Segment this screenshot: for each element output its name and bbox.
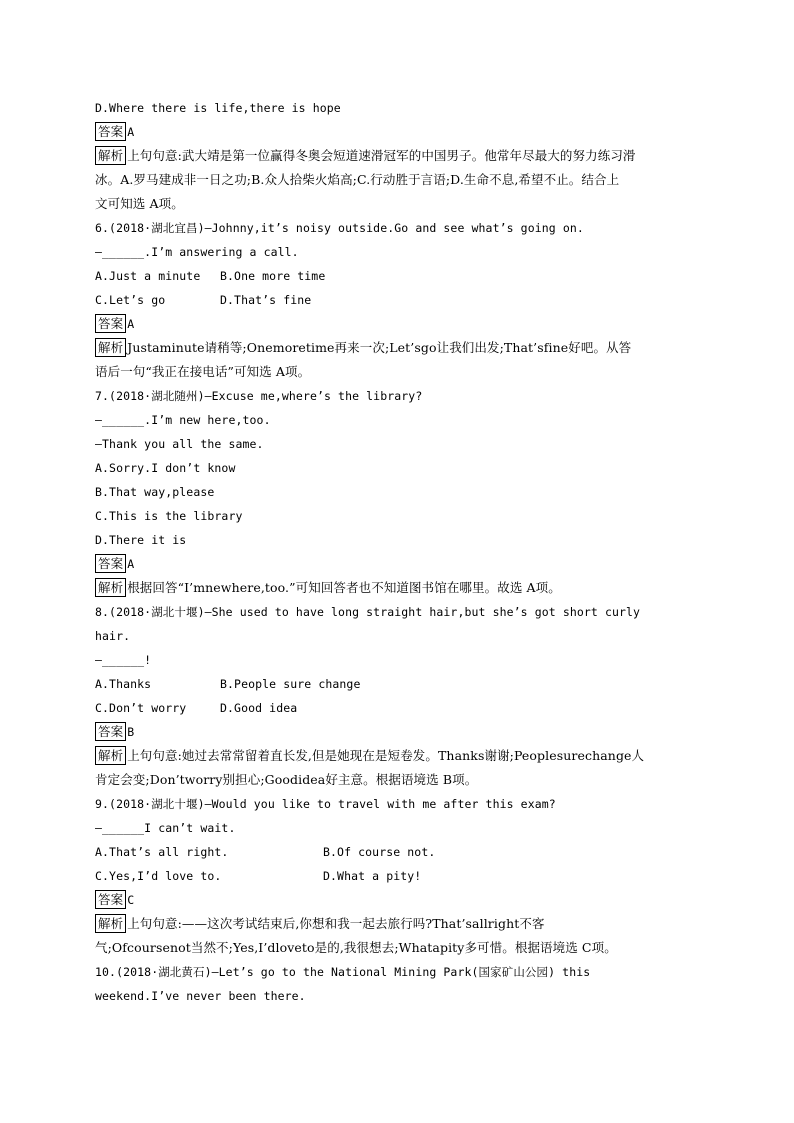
option-line: D.Where there is life,there is hope bbox=[95, 101, 341, 115]
answer-label: 答案 bbox=[95, 314, 126, 333]
answer-line bbox=[95, 312, 705, 336]
option-c: C.This is the library bbox=[95, 509, 243, 523]
answer-value: C bbox=[127, 893, 135, 907]
explanation-line bbox=[95, 912, 705, 936]
answer-line bbox=[95, 552, 705, 576]
option-a: A.Just a minute bbox=[95, 269, 201, 283]
option-d: D.That’s fine bbox=[220, 293, 312, 307]
explanation-line bbox=[95, 576, 705, 600]
option-b: B.People sure change bbox=[220, 677, 361, 691]
answer-value: A bbox=[127, 557, 135, 571]
answer-label: 答案 bbox=[95, 122, 126, 141]
options-row bbox=[95, 840, 705, 864]
explanation-text: 上句句意:——这次考试结束后,你想和我一起去旅行吗?That’sallright不客 bbox=[127, 916, 545, 931]
answer-line bbox=[95, 720, 705, 744]
answer-label: 答案 bbox=[95, 722, 126, 741]
answer-line bbox=[95, 120, 705, 144]
option-a: A.That’s all right. bbox=[95, 845, 229, 859]
answer-value: A bbox=[127, 125, 135, 139]
question-line: weekend.I’ve never been there. bbox=[95, 989, 306, 1003]
option-b: B.One more time bbox=[220, 269, 326, 283]
explanation-line: 冰。A.罗马建成非一日之功;B.众人拾柴火焰高;C.行动胜于言语;D.生命不息,希望不止。结合上 bbox=[95, 172, 620, 187]
option-c: C.Let’s go bbox=[95, 293, 166, 307]
options-row bbox=[95, 672, 705, 696]
explanation-label: 解析 bbox=[95, 578, 126, 597]
explanation-label: 解析 bbox=[95, 914, 126, 933]
question-line: —______! bbox=[95, 653, 152, 667]
question-9: 9.(2018·湖北十堰)—Would you like to travel with me after this exam? bbox=[95, 797, 556, 811]
option-a: A.Sorry.I don’t know bbox=[95, 461, 236, 475]
question-10: 10.(2018·湖北黄石)—Let’s go to the National Mining Park(国家矿山公园) this bbox=[95, 965, 591, 979]
option-b: B.That way,please bbox=[95, 485, 215, 499]
option-d: D.What a pity! bbox=[323, 869, 422, 883]
option-c: C.Don’t worry bbox=[95, 701, 187, 715]
options-row bbox=[95, 264, 705, 288]
explanation-text: Justaminute请稍等;Onemoretime再来一次;Let’sgo让我们出发;That’sfine好吧。从答 bbox=[127, 340, 632, 355]
option-d: D.There it is bbox=[95, 533, 187, 547]
answer-value: A bbox=[127, 317, 135, 331]
explanation-line: 气;Ofcoursenot当然不;Yes,I’dloveto是的,我很想去;Whatapity多可惜。根据语境选 C项。 bbox=[95, 940, 617, 955]
explanation-text: 上句句意:她过去常常留着直长发,但是她现在是短卷发。Thanks谢谢;Peoplesurechange人 bbox=[127, 748, 645, 763]
option-a: A.Thanks bbox=[95, 677, 152, 691]
explanation-label: 解析 bbox=[95, 146, 126, 165]
question-line: —______I can’t wait. bbox=[95, 821, 236, 835]
question-line: —Thank you all the same. bbox=[95, 437, 264, 451]
question-8: 8.(2018·湖北十堰)—She used to have long straight hair,but she’s got short curly bbox=[95, 605, 641, 619]
answer-label: 答案 bbox=[95, 554, 126, 573]
answer-line bbox=[95, 888, 705, 912]
explanation-line bbox=[95, 144, 705, 168]
explanation-line: 肯定会变;Don’tworry别担心;Goodidea好主意。根据语境选 B项。 bbox=[95, 772, 478, 787]
option-d: D.Good idea bbox=[220, 701, 298, 715]
explanation-label: 解析 bbox=[95, 746, 126, 765]
answer-value: B bbox=[127, 725, 135, 739]
explanation-line bbox=[95, 744, 705, 768]
question-line: —______.I’m answering a call. bbox=[95, 245, 299, 259]
question-line: hair. bbox=[95, 629, 131, 643]
option-b: B.Of course not. bbox=[323, 845, 436, 859]
document-page bbox=[95, 96, 705, 1008]
explanation-label: 解析 bbox=[95, 338, 126, 357]
explanation-text: 根据回答“I’mnewhere,too.”可知回答者也不知道图书馆在哪里。故选 A项。 bbox=[127, 580, 561, 595]
options-row bbox=[95, 696, 705, 720]
explanation-line: 文可知选 A项。 bbox=[95, 196, 184, 211]
question-7: 7.(2018·湖北随州)—Excuse me,where’s the library? bbox=[95, 389, 423, 403]
options-row bbox=[95, 864, 705, 888]
explanation-text: 上句句意:武大靖是第一位赢得冬奥会短道速滑冠军的中国男子。他常年尽最大的努力练习滑 bbox=[127, 148, 636, 163]
question-line: —______.I’m new here,too. bbox=[95, 413, 271, 427]
explanation-line bbox=[95, 336, 705, 360]
option-c: C.Yes,I’d love to. bbox=[95, 869, 222, 883]
question-6: 6.(2018·湖北宜昌)—Johnny,it’s noisy outside.Go and see what’s going on. bbox=[95, 221, 584, 235]
explanation-line: 语后一句“我正在接电话”可知选 A项。 bbox=[95, 364, 311, 379]
options-row bbox=[95, 288, 705, 312]
answer-label: 答案 bbox=[95, 890, 126, 909]
